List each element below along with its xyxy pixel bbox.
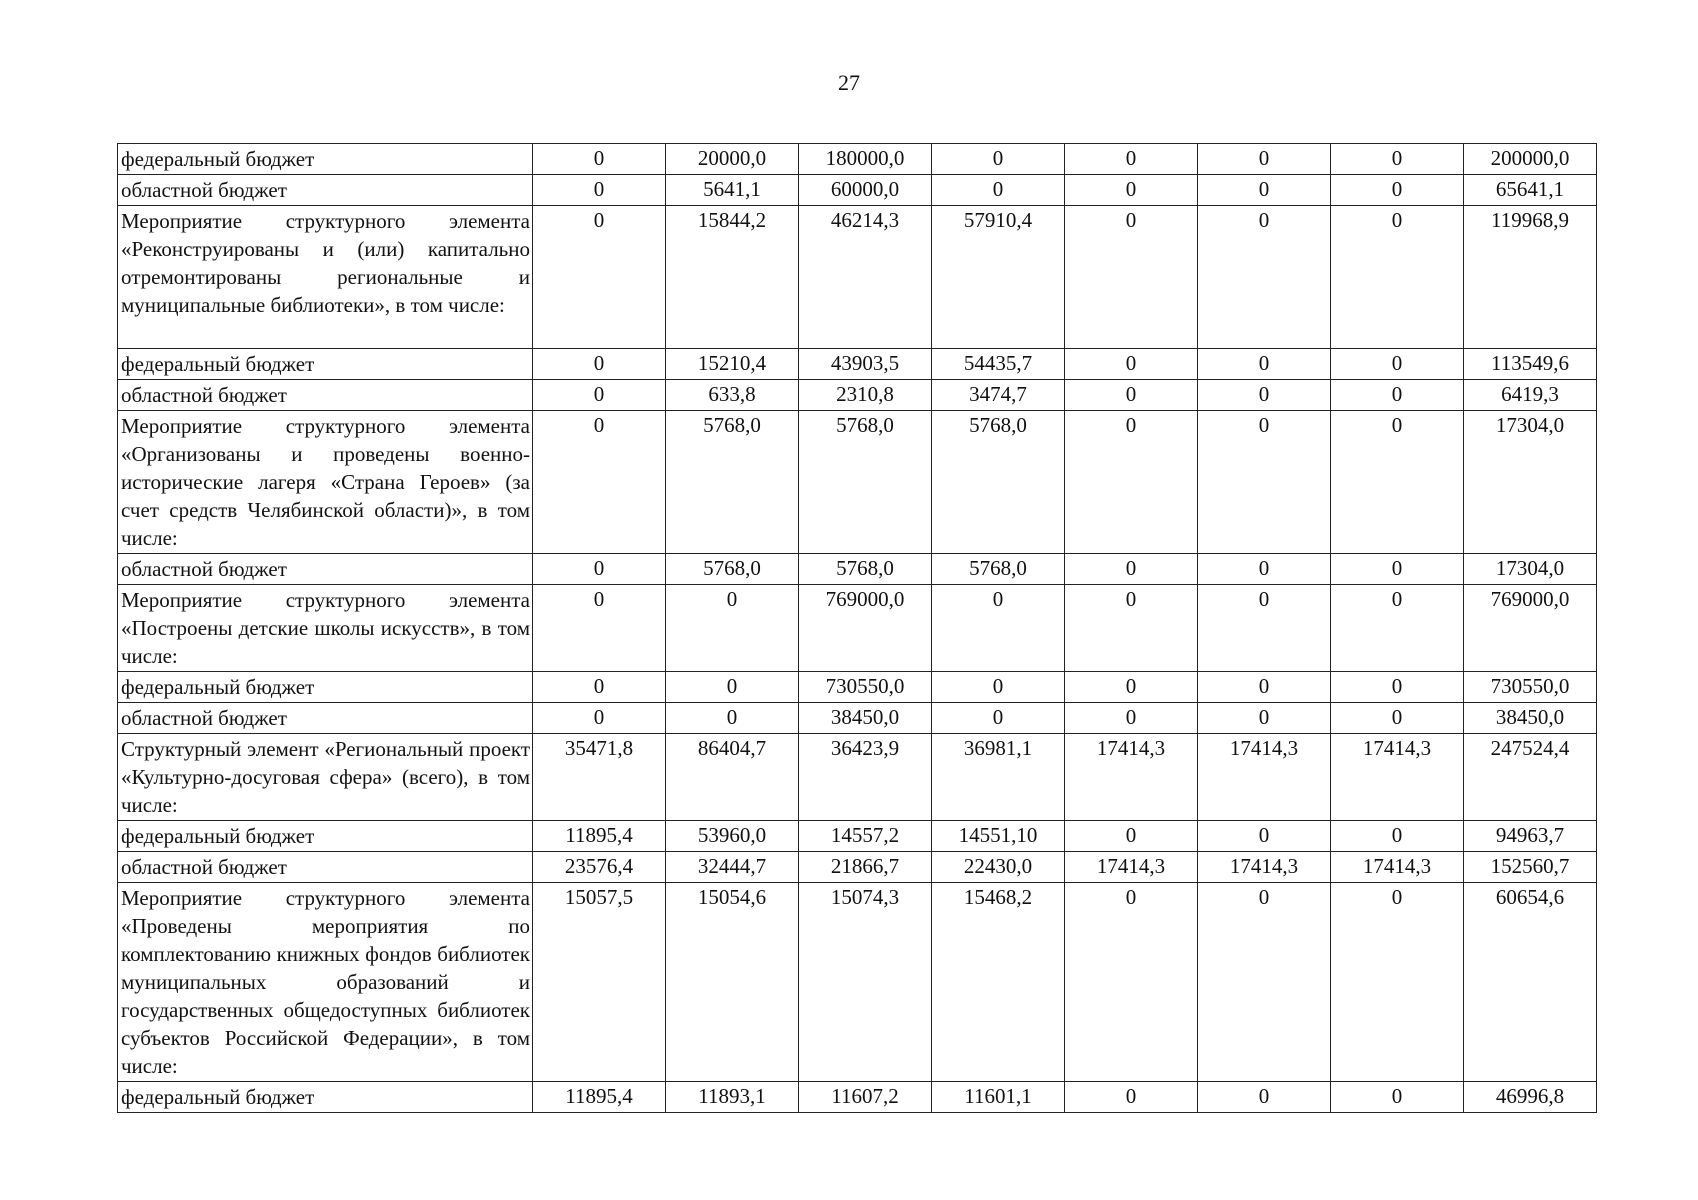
cell-value: 0 (666, 672, 799, 703)
cell-value: 0 (1198, 821, 1331, 852)
cell-value: 0 (533, 672, 666, 703)
cell-value: 15210,4 (666, 349, 799, 380)
table-row (118, 852, 1597, 883)
cell-value: 0 (1198, 206, 1331, 349)
cell-value: 730550,0 (799, 672, 932, 703)
cell-value: 0 (1198, 175, 1331, 206)
table-body (118, 144, 1597, 1113)
cell-value: 15468,2 (932, 883, 1065, 1082)
cell-value: 0 (533, 144, 666, 175)
row-name: областной бюджет (118, 852, 533, 883)
cell-value: 0 (1198, 144, 1331, 175)
cell-value: 11601,1 (932, 1082, 1065, 1113)
cell-value: 0 (1331, 672, 1464, 703)
cell-value: 2310,8 (799, 380, 932, 411)
cell-value: 0 (1065, 411, 1198, 554)
cell-value: 17414,3 (1198, 734, 1331, 821)
cell-value: 0 (1065, 144, 1198, 175)
cell-total: 46996,8 (1464, 1082, 1597, 1113)
cell-value: 0 (932, 144, 1065, 175)
cell-value: 14551,10 (932, 821, 1065, 852)
cell-value: 0 (1198, 703, 1331, 734)
cell-value: 3474,7 (932, 380, 1065, 411)
row-name: федеральный бюджет (118, 821, 533, 852)
table-row (118, 703, 1597, 734)
cell-value: 0 (1065, 1082, 1198, 1113)
cell-value: 0 (1065, 206, 1198, 349)
cell-value: 0 (533, 703, 666, 734)
cell-value: 0 (932, 175, 1065, 206)
row-name: Структурный элемент «Региональный проект «Культурно-досуговая сфера» (всего), в том числе: (118, 734, 533, 821)
table-row (118, 883, 1597, 1082)
cell-value: 0 (1331, 380, 1464, 411)
row-name: федеральный бюджет (118, 144, 533, 175)
row-name: областной бюджет (118, 554, 533, 585)
cell-value: 38450,0 (799, 703, 932, 734)
cell-value: 0 (1198, 883, 1331, 1082)
cell-value: 14557,2 (799, 821, 932, 852)
cell-value: 5768,0 (932, 411, 1065, 554)
cell-total: 200000,0 (1464, 144, 1597, 175)
cell-total: 6419,3 (1464, 380, 1597, 411)
cell-value: 0 (1331, 883, 1464, 1082)
page-number: 27 (838, 70, 860, 95)
row-name: Мероприятие структурного элемента «Проведены мероприятия по комплектованию книжных фондов библиотек муниципальных образований и государственных общедоступных библиотек субъектов Российской Федерации», в том числе: (118, 883, 533, 1082)
row-name: федеральный бюджет (118, 672, 533, 703)
cell-value: 0 (533, 554, 666, 585)
cell-value: 5641,1 (666, 175, 799, 206)
cell-value: 5768,0 (666, 411, 799, 554)
cell-value: 0 (1331, 554, 1464, 585)
cell-value: 43903,5 (799, 349, 932, 380)
cell-value: 0 (1198, 554, 1331, 585)
cell-value: 633,8 (666, 380, 799, 411)
cell-value: 0 (533, 175, 666, 206)
row-name: Мероприятие структурного элемента «Построены детские школы искусств», в том числе: (118, 585, 533, 672)
cell-value: 17414,3 (1065, 734, 1198, 821)
cell-value: 0 (1331, 1082, 1464, 1113)
cell-value: 0 (1198, 380, 1331, 411)
table-row (118, 411, 1597, 554)
cell-value: 15054,6 (666, 883, 799, 1082)
cell-value: 0 (1065, 585, 1198, 672)
cell-value: 0 (666, 703, 799, 734)
table-row (118, 821, 1597, 852)
cell-value: 0 (932, 585, 1065, 672)
cell-value: 5768,0 (666, 554, 799, 585)
cell-value: 0 (1198, 672, 1331, 703)
cell-value: 46214,3 (799, 206, 932, 349)
cell-value: 23576,4 (533, 852, 666, 883)
cell-value: 35471,8 (533, 734, 666, 821)
cell-value: 20000,0 (666, 144, 799, 175)
cell-total: 17304,0 (1464, 411, 1597, 554)
table-row (118, 672, 1597, 703)
cell-value: 0 (1331, 585, 1464, 672)
cell-value: 0 (1331, 206, 1464, 349)
cell-value: 15074,3 (799, 883, 932, 1082)
cell-value: 0 (1331, 175, 1464, 206)
cell-total: 730550,0 (1464, 672, 1597, 703)
cell-value: 0 (1065, 883, 1198, 1082)
cell-value: 0 (1065, 175, 1198, 206)
cell-value: 36423,9 (799, 734, 932, 821)
cell-value: 0 (1065, 821, 1198, 852)
cell-value: 60000,0 (799, 175, 932, 206)
row-name: федеральный бюджет (118, 1082, 533, 1113)
budget-table (117, 143, 1597, 1113)
table-row (118, 144, 1597, 175)
table-row (118, 380, 1597, 411)
table-row (118, 206, 1597, 349)
row-name: Мероприятие структурного элемента «Реконструированы и (или) капитально отремонтированы региональные и муниципальные библиотеки», в том числе: (118, 206, 533, 349)
table-row (118, 554, 1597, 585)
cell-value: 0 (1198, 411, 1331, 554)
cell-total: 38450,0 (1464, 703, 1597, 734)
row-name: областной бюджет (118, 175, 533, 206)
cell-value: 5768,0 (799, 554, 932, 585)
cell-total: 152560,7 (1464, 852, 1597, 883)
cell-value: 53960,0 (666, 821, 799, 852)
table-row (118, 349, 1597, 380)
table-row (118, 734, 1597, 821)
cell-value: 0 (1331, 411, 1464, 554)
cell-value: 36981,1 (932, 734, 1065, 821)
cell-value: 17414,3 (1198, 852, 1331, 883)
cell-value: 0 (1065, 703, 1198, 734)
cell-value: 5768,0 (932, 554, 1065, 585)
cell-value: 15057,5 (533, 883, 666, 1082)
cell-total: 769000,0 (1464, 585, 1597, 672)
cell-value: 86404,7 (666, 734, 799, 821)
cell-value: 11895,4 (533, 1082, 666, 1113)
cell-value: 0 (533, 411, 666, 554)
cell-total: 17304,0 (1464, 554, 1597, 585)
cell-value: 32444,7 (666, 852, 799, 883)
cell-value: 5768,0 (799, 411, 932, 554)
cell-value: 0 (1198, 1082, 1331, 1113)
table-row (118, 175, 1597, 206)
row-name: федеральный бюджет (118, 349, 533, 380)
cell-total: 60654,6 (1464, 883, 1597, 1082)
cell-value: 22430,0 (932, 852, 1065, 883)
cell-value: 0 (533, 349, 666, 380)
cell-value: 180000,0 (799, 144, 932, 175)
cell-value: 0 (932, 703, 1065, 734)
cell-value: 0 (666, 585, 799, 672)
cell-value: 11893,1 (666, 1082, 799, 1113)
cell-total: 119968,9 (1464, 206, 1597, 349)
cell-value: 15844,2 (666, 206, 799, 349)
cell-value: 54435,7 (932, 349, 1065, 380)
cell-value: 769000,0 (799, 585, 932, 672)
cell-value: 17414,3 (1065, 852, 1198, 883)
row-name: областной бюджет (118, 703, 533, 734)
cell-value: 0 (1331, 703, 1464, 734)
cell-total: 247524,4 (1464, 734, 1597, 821)
cell-total: 94963,7 (1464, 821, 1597, 852)
cell-value: 17414,3 (1331, 852, 1464, 883)
cell-value: 0 (1065, 349, 1198, 380)
cell-value: 11607,2 (799, 1082, 932, 1113)
row-name: областной бюджет (118, 380, 533, 411)
cell-value: 21866,7 (799, 852, 932, 883)
cell-value: 0 (533, 585, 666, 672)
cell-value: 11895,4 (533, 821, 666, 852)
cell-value: 0 (1331, 349, 1464, 380)
cell-value: 17414,3 (1331, 734, 1464, 821)
cell-value: 0 (932, 672, 1065, 703)
cell-value: 0 (1065, 554, 1198, 585)
row-name: Мероприятие структурного элемента «Организованы и проведены военно-исторические лагеря «Страна Героев» (за счет средств Челябинской области)», в том числе: (118, 411, 533, 554)
cell-total: 113549,6 (1464, 349, 1597, 380)
cell-value: 0 (533, 206, 666, 349)
cell-value: 0 (1198, 349, 1331, 380)
cell-value: 0 (1065, 380, 1198, 411)
cell-total: 65641,1 (1464, 175, 1597, 206)
cell-value: 0 (1065, 672, 1198, 703)
cell-value: 0 (1331, 144, 1464, 175)
cell-value: 57910,4 (932, 206, 1065, 349)
cell-value: 0 (1198, 585, 1331, 672)
table-row (118, 1082, 1597, 1113)
table-row (118, 585, 1597, 672)
cell-value: 0 (1331, 821, 1464, 852)
cell-value: 0 (533, 380, 666, 411)
